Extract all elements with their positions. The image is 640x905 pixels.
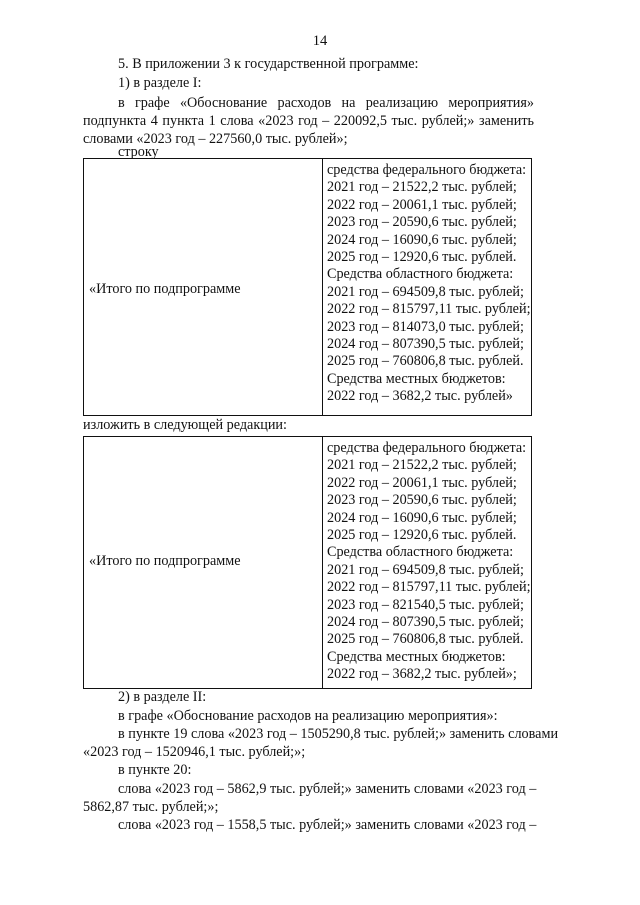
funding-line: 2025 год – 12920,6 тыс. рублей. [327, 249, 517, 266]
funding-line: Средства областного бюджета: [327, 266, 514, 283]
table-row-label: «Итого по подпрограмме [89, 553, 241, 569]
paragraph-5-line-2: 5862,87 тыс. рублей;»; [83, 799, 219, 815]
funding-line: Средства областного бюджета: [327, 544, 514, 561]
table-original [83, 158, 532, 416]
funding-line: 2021 год – 694509,8 тыс. рублей; [327, 561, 524, 578]
funding-line: 2022 год – 20061,1 тыс. рублей; [327, 196, 517, 213]
funding-line: 2025 год – 12920,6 тыс. рублей. [327, 527, 517, 544]
funding-line: средства федерального бюджета: [327, 162, 527, 178]
funding-line: 2022 год – 815797,11 тыс. рублей; [327, 301, 531, 318]
table-column-divider [322, 159, 323, 415]
funding-line: 2022 год – 3682,2 тыс. рублей»; [327, 666, 517, 683]
paragraph-4: в пункте 20: [118, 762, 192, 778]
table-funding-lines [327, 162, 531, 406]
funding-line: 2023 год – 821540,5 тыс. рублей; [327, 596, 524, 613]
table-row-label: «Итого по подпрограмме [89, 281, 241, 297]
item-5-heading: 5. В приложении 3 к государственной программе: [118, 56, 419, 72]
page-number: 14 [312, 33, 328, 49]
section-1-heading: 1) в разделе I: [118, 75, 202, 91]
stroku-label: строку [118, 144, 159, 160]
funding-line: 2023 год – 20590,6 тыс. рублей; [327, 492, 517, 509]
funding-line: 2022 год – 3682,2 тыс. рублей» [327, 388, 513, 405]
funding-line: 2022 год – 20061,1 тыс. рублей; [327, 474, 517, 491]
funding-line: 2023 год – 20590,6 тыс. рублей; [327, 214, 517, 231]
paragraph-1-line-2: подпункта 4 пункта 1 слова «2023 год – 220092,5 тыс. рублей;» заменить [83, 113, 534, 129]
funding-line: Средства местных бюджетов: [327, 648, 506, 665]
paragraph-5-line-1: слова «2023 год – 5862,9 тыс. рублей;» заменить словами «2023 год – [118, 781, 537, 797]
funding-line: 2023 год – 814073,0 тыс. рублей; [327, 318, 524, 335]
paragraph-6-line-1: слова «2023 год – 1558,5 тыс. рублей;» заменить словами «2023 год – [118, 817, 537, 833]
funding-line: 2024 год – 16090,6 тыс. рублей; [327, 231, 517, 248]
funding-line: 2021 год – 21522,2 тыс. рублей; [327, 457, 517, 474]
funding-line: 2024 год – 807390,5 тыс. рублей; [327, 336, 524, 353]
funding-line: 2025 год – 760806,8 тыс. рублей. [327, 631, 524, 648]
paragraph-1-line-3: словами «2023 год – 227560,0 тыс. рублей»; [83, 131, 348, 147]
funding-line: 2021 год – 694509,8 тыс. рублей; [327, 283, 524, 300]
funding-line: средства федерального бюджета: [327, 440, 527, 456]
funding-line: 2024 год – 807390,5 тыс. рублей; [327, 614, 524, 631]
funding-line: Средства местных бюджетов: [327, 370, 506, 387]
paragraph-3-line-1: в пункте 19 слова «2023 год – 1505290,8 тыс. рублей;» заменить словами [118, 726, 559, 742]
funding-line: 2024 год – 16090,6 тыс. рублей; [327, 509, 517, 526]
funding-line: 2022 год – 815797,11 тыс. рублей; [327, 579, 531, 596]
table-funding-lines [327, 440, 531, 684]
paragraph-1-line-1: в графе «Обоснование расходов на реализацию мероприятия» [118, 95, 534, 111]
table-column-divider [322, 437, 323, 688]
funding-line: 2025 год – 760806,8 тыс. рублей. [327, 353, 524, 370]
paragraph-2: в графе «Обоснование расходов на реализацию мероприятия»: [118, 708, 498, 724]
section-2-heading: 2) в разделе II: [118, 689, 207, 705]
paragraph-3-line-2: «2023 год – 1520946,1 тыс. рублей;»; [83, 744, 306, 760]
funding-line: 2021 год – 21522,2 тыс. рублей; [327, 179, 517, 196]
table-new-edition [83, 436, 532, 689]
new-edition-label: изложить в следующей редакции: [83, 417, 287, 433]
